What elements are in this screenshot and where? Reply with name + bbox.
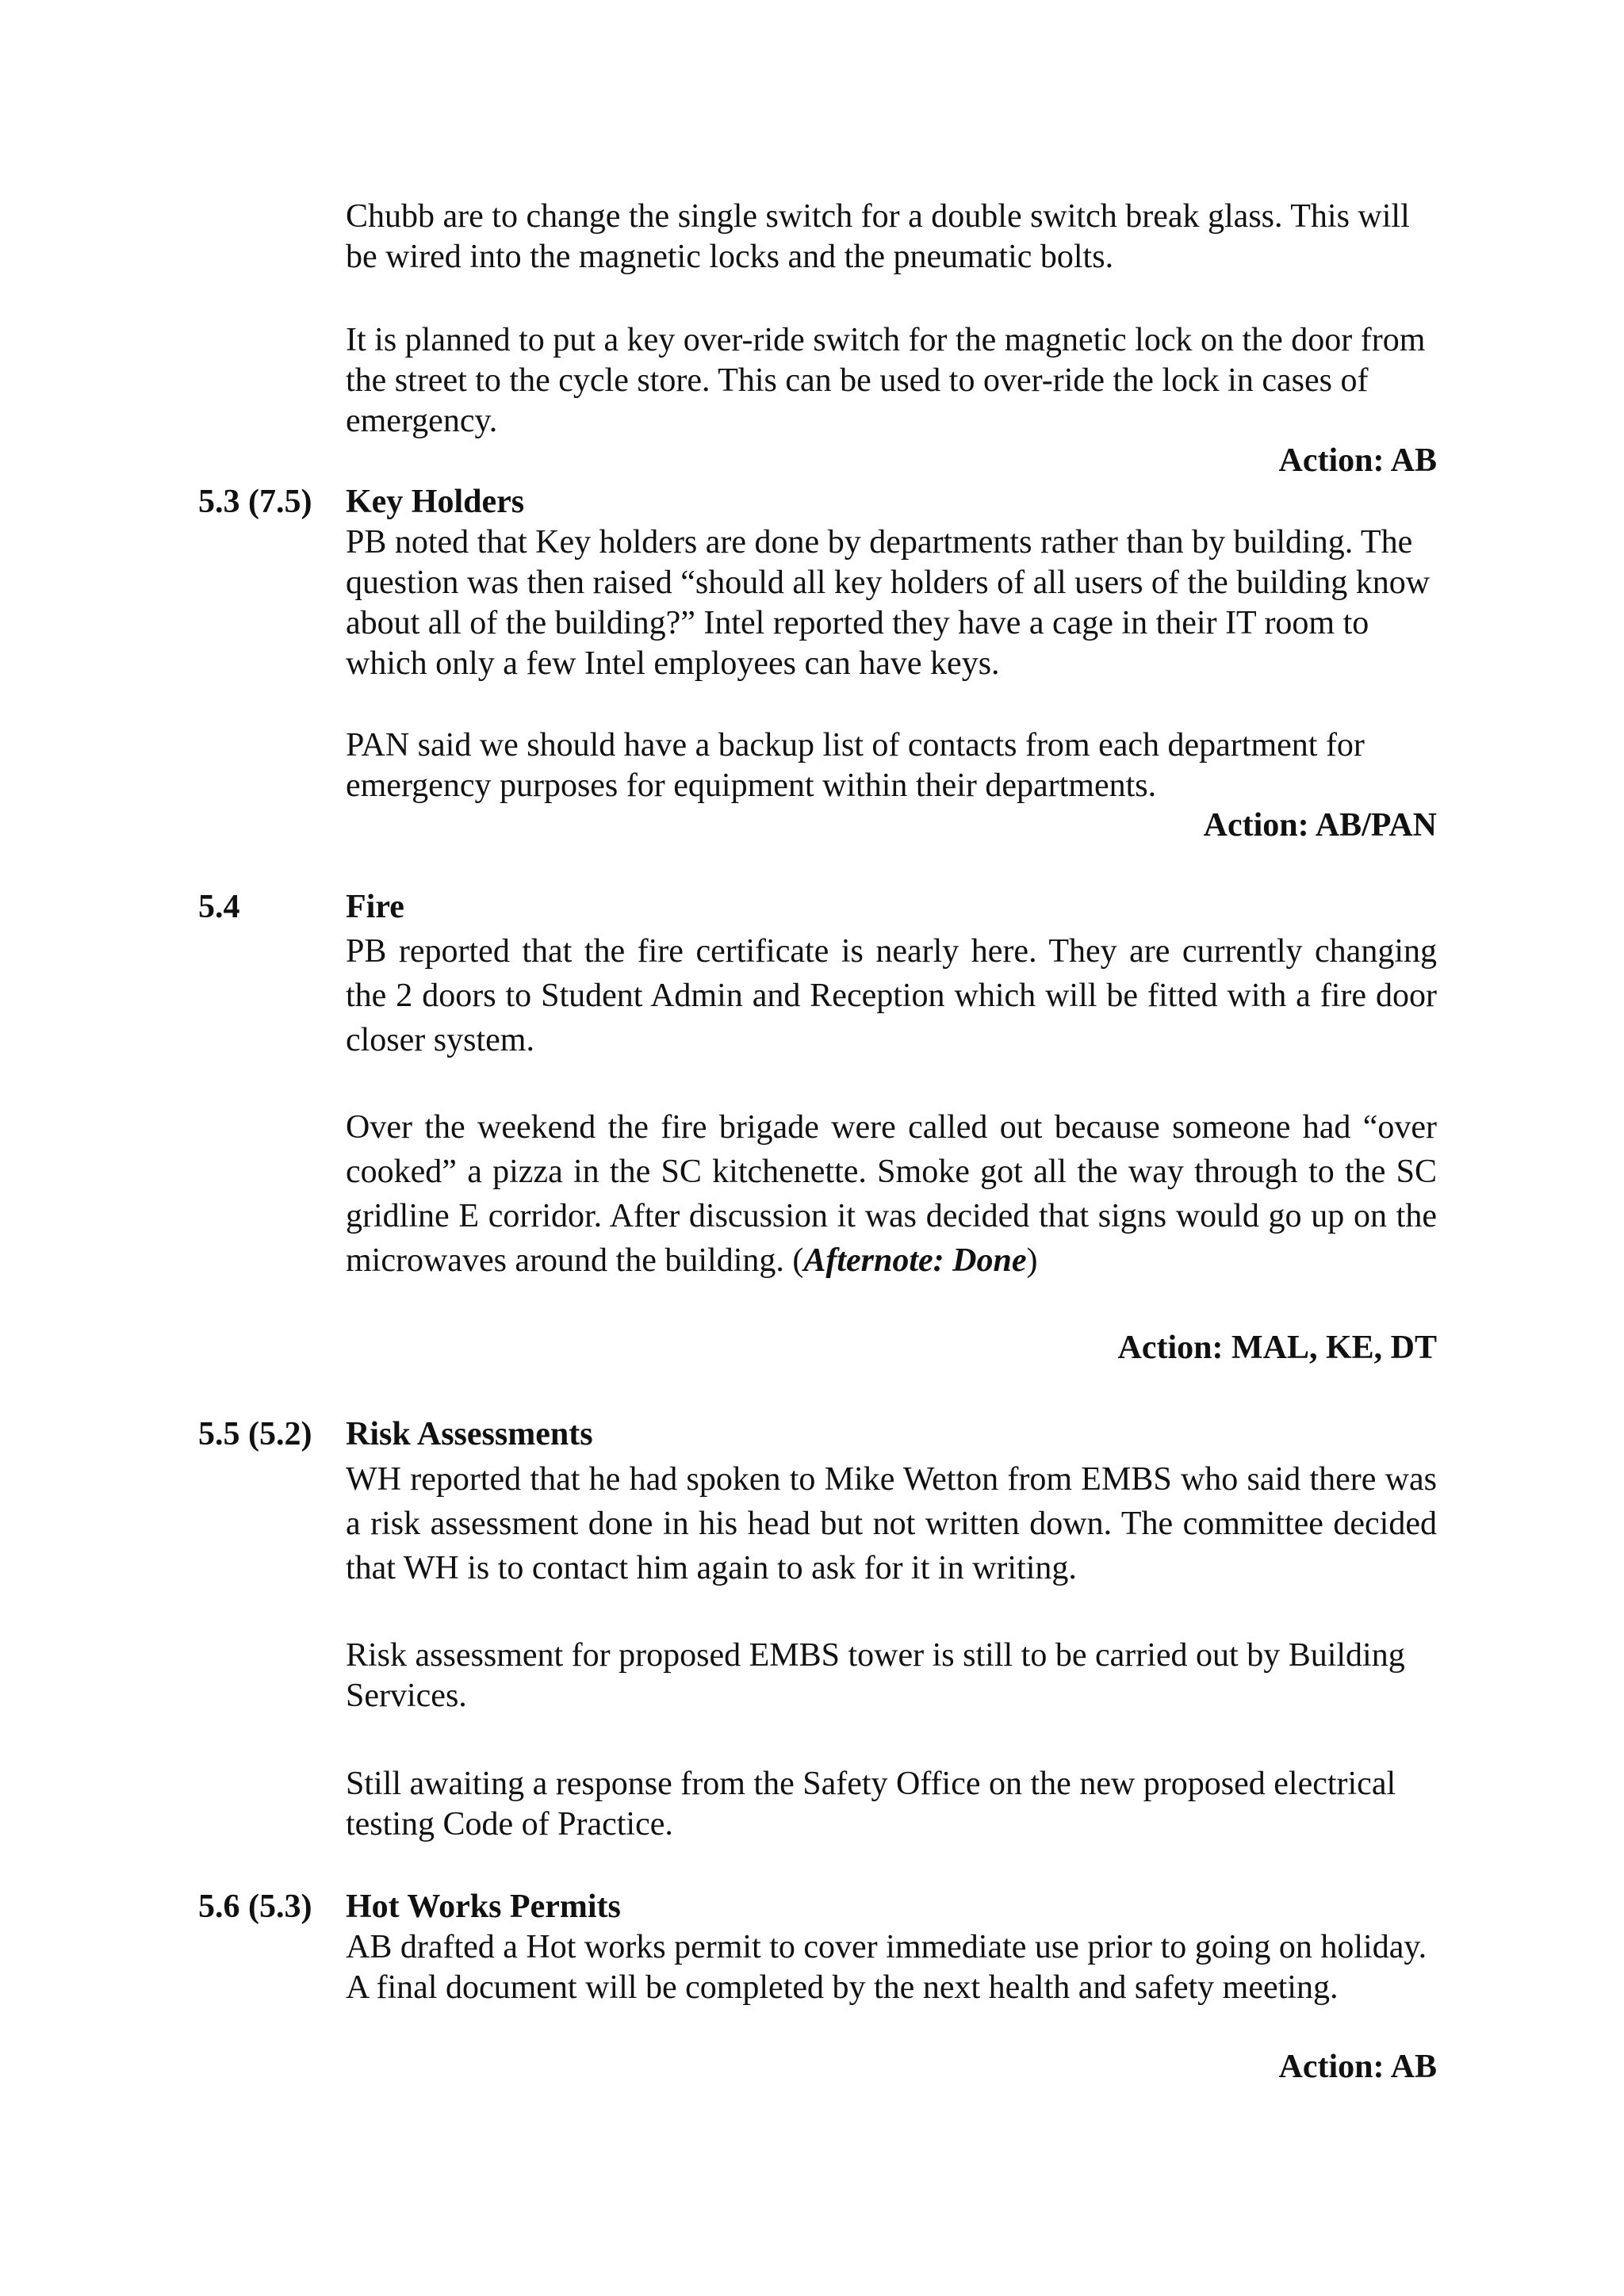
hot-works-paragraph-1: AB drafted a Hot works permit to cover immediate use prior to going on holiday. A final document will be completed by the next health and safety meeting.	[346, 1929, 1427, 2006]
intro-action: Action: AB	[1278, 442, 1437, 479]
section-number-hot-works: 5.6 (5.3)	[198, 1888, 312, 1925]
section-title-risk: Risk Assessments	[346, 1416, 593, 1452]
fire-action: Action: MAL, KE, DT	[1117, 1330, 1437, 1366]
hot-works-action: Action: AB	[1278, 2049, 1437, 2085]
intro-paragraph-1: Chubb are to change the single switch for a double switch break glass. This will be wired into the magnetic locks and the pneumatic bolts.	[346, 198, 1410, 275]
fire-paragraph-2-close: )	[1026, 1242, 1038, 1279]
section-number-key-holders: 5.3 (7.5)	[198, 484, 312, 520]
risk-paragraph-1: WH reported that he had spoken to Mike Wetton from EMBS who said there was a risk assessment done in his head but not written down. The committee decided that WH is to contact him again to ask for it in writing.	[346, 1461, 1437, 1586]
section-title-key-holders: Key Holders	[346, 484, 525, 520]
afternote: Afternote: Done	[803, 1242, 1027, 1279]
key-holders-action: Action: AB/PAN	[1203, 807, 1437, 844]
key-holders-paragraph-2: PAN said we should have a backup list of contacts from each department for emergency purposes for equipment within their departments.	[346, 727, 1365, 804]
intro-paragraph-2: It is planned to put a key over-ride switch for the magnetic lock on the door from the street to the cycle store. This can be used to over-ride the lock in cases of emergency.	[346, 322, 1426, 439]
fire-paragraph-2	[346, 1105, 1437, 1283]
fire-paragraph-1: PB reported that the fire certificate is nearly here. They are currently changing the 2 doors to Student Admin and Reception which will be fitted with a fire door closer system.	[346, 933, 1437, 1058]
section-title-fire: Fire	[346, 889, 404, 925]
fire-paragraph-2-text: Over the weekend the fire brigade were called out because someone had “over cooked” a pizza in the SC kitchenette. Smoke got all the way through to the SC gridline E corridor. After discussion it was decided that signs would go up on the microwaves around the building. (	[346, 1109, 1437, 1279]
section-number-risk: 5.5 (5.2)	[198, 1416, 312, 1452]
section-title-hot-works: Hot Works Permits	[346, 1888, 621, 1925]
risk-paragraph-2: Risk assessment for proposed EMBS tower is still to be carried out by Building Services.	[346, 1637, 1405, 1714]
section-number-fire: 5.4	[198, 889, 240, 925]
risk-paragraph-3: Still awaiting a response from the Safety Office on the new proposed electrical testing Code of Practice.	[346, 1766, 1396, 1843]
key-holders-paragraph-1: PB noted that Key holders are done by departments rather than by building. The question was then raised “should all key holders of all users of the building know about all of the building?” Intel reported they have a cage in their IT room to which only a few Intel employees can have keys.	[346, 524, 1431, 682]
